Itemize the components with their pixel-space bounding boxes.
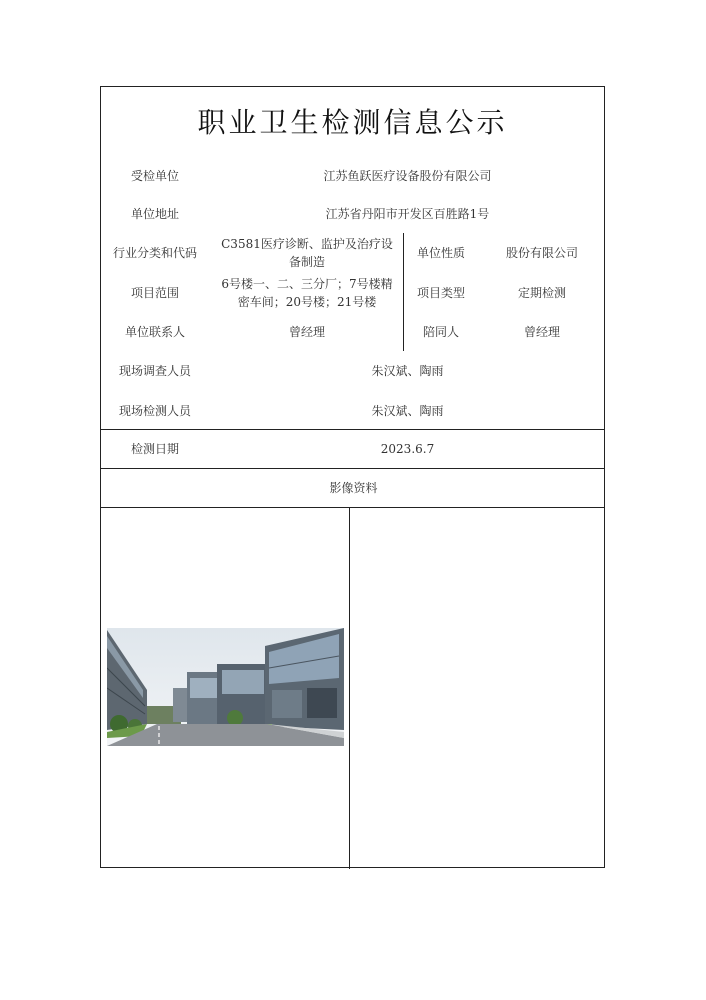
inspectors-value: 朱汉斌、陶雨	[371, 404, 444, 418]
divider-line	[403, 233, 404, 351]
inspectors-label: 现场检测人员	[118, 404, 191, 418]
nature-value: 股份有限公司	[505, 246, 578, 260]
scope-label: 项目范围	[130, 286, 179, 300]
divider-line	[101, 507, 604, 508]
address-label: 单位地址	[130, 207, 179, 221]
type-value: 定期检测	[517, 286, 566, 300]
type-label: 项目类型	[416, 286, 465, 300]
investigators-value: 朱汉斌、陶雨	[371, 364, 444, 378]
disclosure-form	[100, 86, 605, 868]
escort-value: 曾经理	[523, 325, 560, 339]
industry-value: C3581医疗诊断、监护及治疗设备制造	[221, 237, 393, 269]
escort-label: 陪同人	[422, 325, 459, 339]
factory-photo	[107, 628, 344, 746]
form-title: 职业卫生检测信息公示	[197, 106, 508, 139]
scope-value: 6号楼一、二、三分厂；7号楼精密车间；20号楼；21号楼	[221, 277, 393, 309]
unit-label: 受检单位	[130, 169, 179, 183]
images-header: 影像资料	[329, 480, 378, 495]
contact-label: 单位联系人	[124, 325, 185, 339]
unit-value: 江苏鱼跃医疗设备股份有限公司	[323, 169, 492, 183]
date-value: 2023.6.7	[380, 441, 435, 456]
date-label: 检测日期	[130, 441, 179, 456]
nature-label: 单位性质	[416, 246, 465, 260]
contact-value: 曾经理	[288, 325, 325, 339]
investigators-label: 现场调查人员	[118, 364, 191, 378]
industry-label: 行业分类和代码	[112, 246, 197, 260]
address-value: 江苏省丹阳市开发区百胜路1号	[325, 207, 490, 221]
divider-line	[349, 507, 350, 869]
